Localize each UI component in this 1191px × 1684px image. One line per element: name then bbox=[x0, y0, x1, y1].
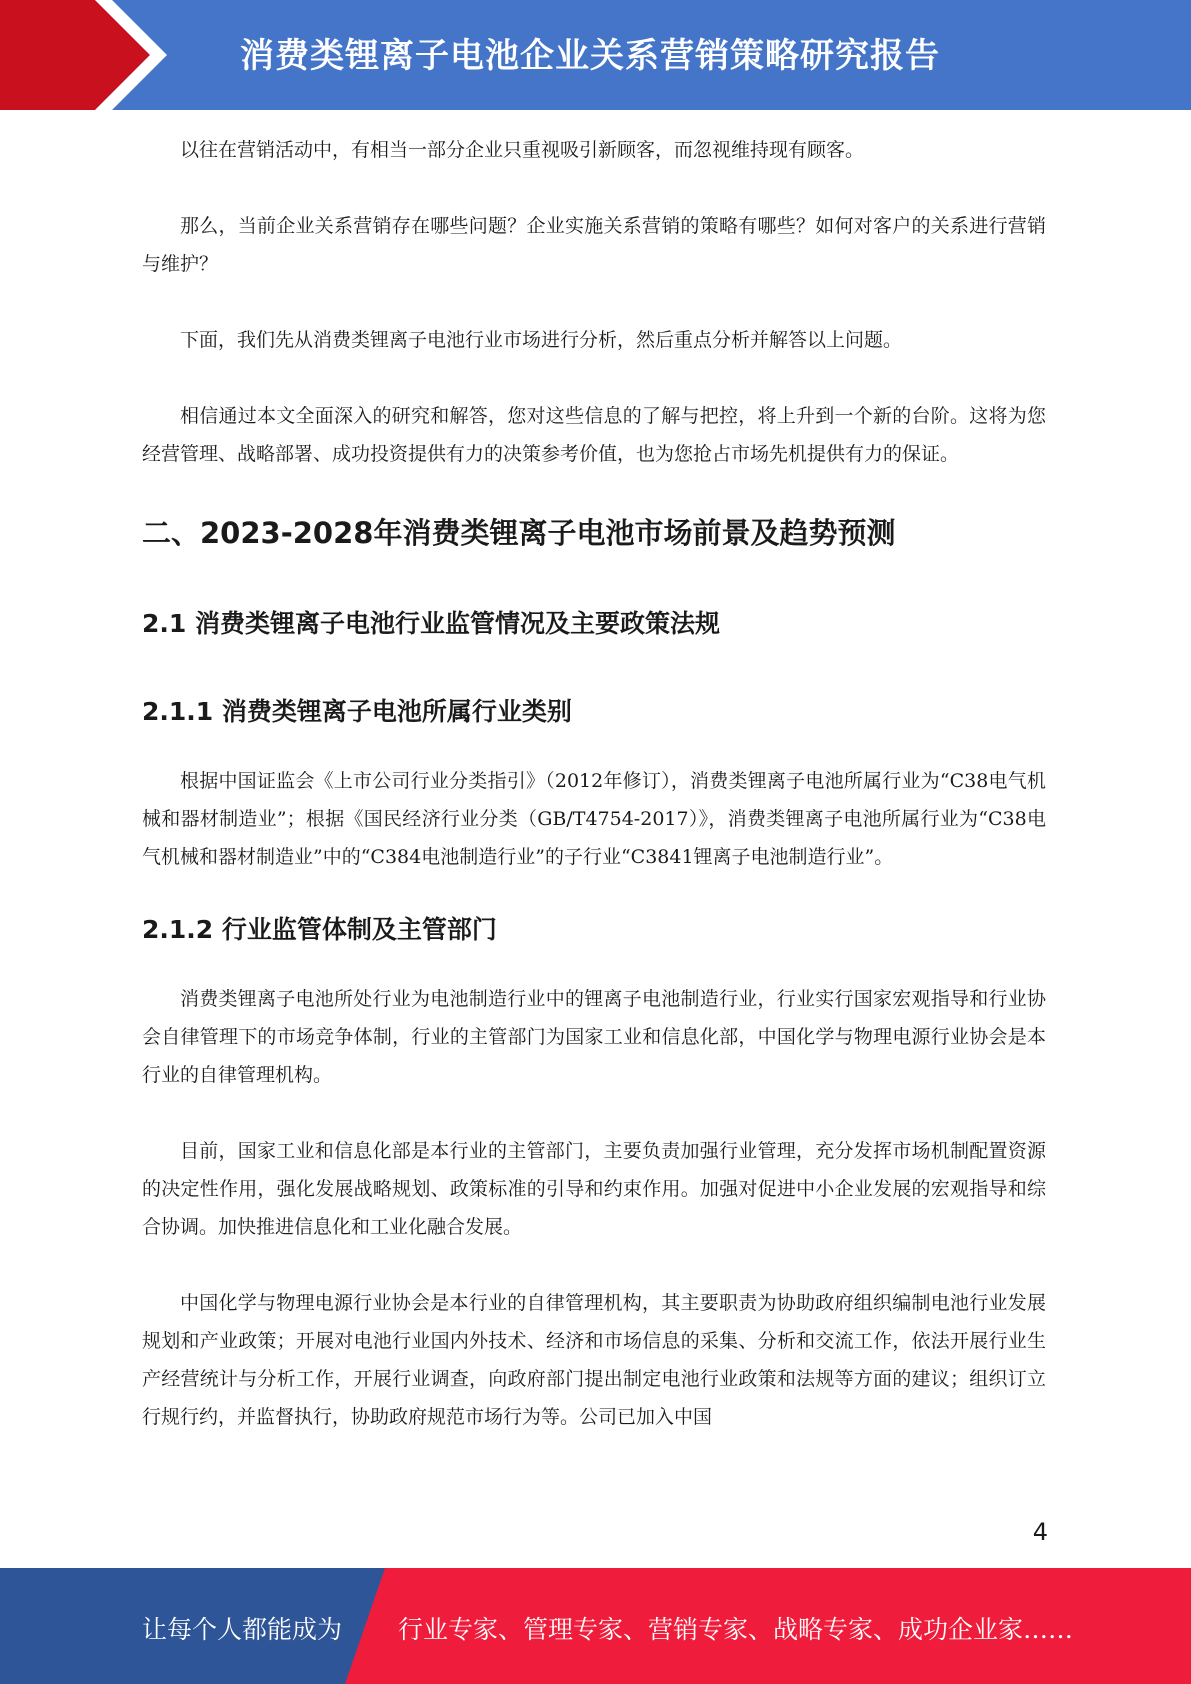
subsection-heading: 2.1 消费类锂离子电池行业监管情况及主要政策法规 bbox=[142, 609, 720, 638]
subsection-heading: 2.1.1 消费类锂离子电池所属行业类别 bbox=[142, 697, 572, 726]
footer-slogan-right: 行业专家、管理专家、营销专家、战略专家、成功企业家…… bbox=[398, 1615, 1074, 1644]
paragraph: 相信通过本文全面深入的研究和解答，您对这些信息的了解与把控，将上升到一个新的台阶。这将为您经营管理、战略部署、成功投资提供有力的决策参考价值，也为您抢占市场先机提供有力的保证。 bbox=[142, 405, 1046, 465]
report-title: 消费类锂离子电池企业关系营销策略研究报告 bbox=[240, 36, 940, 76]
subsection-heading: 2.1.2 行业监管体制及主管部门 bbox=[142, 915, 497, 944]
page-number: 4 bbox=[1032, 1518, 1048, 1546]
paragraph: 消费类锂离子电池所处行业为电池制造行业中的锂离子电池制造行业，行业实行国家宏观指导和行业协会自律管理下的市场竞争体制，行业的主管部门为国家工业和信息化部，中国化学与物理电源行业协会是本行业的自律管理机构。 bbox=[142, 988, 1046, 1086]
paragraph: 中国化学与物理电源行业协会是本行业的自律管理机构，其主要职责为协助政府组织编制电池行业发展规划和产业政策；开展对电池行业国内外技术、经济和市场信息的采集、分析和交流工作，依法开展行业生产经营统计与分析工作，开展行业调查，向政府部门提出制定电池行业政策和法规等方面的建议；组织订立行规行约，并监督执行，协助政府规范市场行为等。公司已加入中国 bbox=[142, 1292, 1046, 1428]
paragraph: 根据中国证监会《上市公司行业分类指引》（2012年修订），消费类锂离子电池所属行业为“C38电气机械和器材制造业”；根据《国民经济行业分类（GB/T4754-2017）》，消费类锂离子电池所属行业为“C38电气机械和器材制造业”中的“C384电池制造行业”的子行业“C3841锂离子电池制造行业”。 bbox=[142, 770, 1046, 868]
section-heading: 二、2023-2028年消费类锂离子电池市场前景及趋势预测 bbox=[142, 516, 896, 550]
page-content bbox=[142, 120, 1046, 1436]
paragraph: 那么，当前企业关系营销存在哪些问题？企业实施关系营销的策略有哪些？如何对客户的关系进行营销与维护？ bbox=[142, 215, 1046, 275]
page-header bbox=[0, 0, 1191, 110]
paragraph: 以往在营销活动中，有相当一部分企业只重视吸引新顾客，而忽视维持现有顾客。 bbox=[180, 139, 865, 161]
footer-slogan-left: 让每个人都能成为 bbox=[142, 1615, 343, 1644]
paragraph: 目前，国家工业和信息化部是本行业的主管部门，主要负责加强行业管理，充分发挥市场机制配置资源的决定性作用，强化发展战略规划、政策标准的引导和约束作用。加强对促进中小企业发展的宏观指导和综合协调。加快推进信息化和工业化融合发展。 bbox=[142, 1140, 1046, 1238]
paragraph: 下面，我们先从消费类锂离子电池行业市场进行分析，然后重点分析并解答以上问题。 bbox=[180, 329, 903, 351]
page-footer bbox=[0, 1568, 1191, 1684]
